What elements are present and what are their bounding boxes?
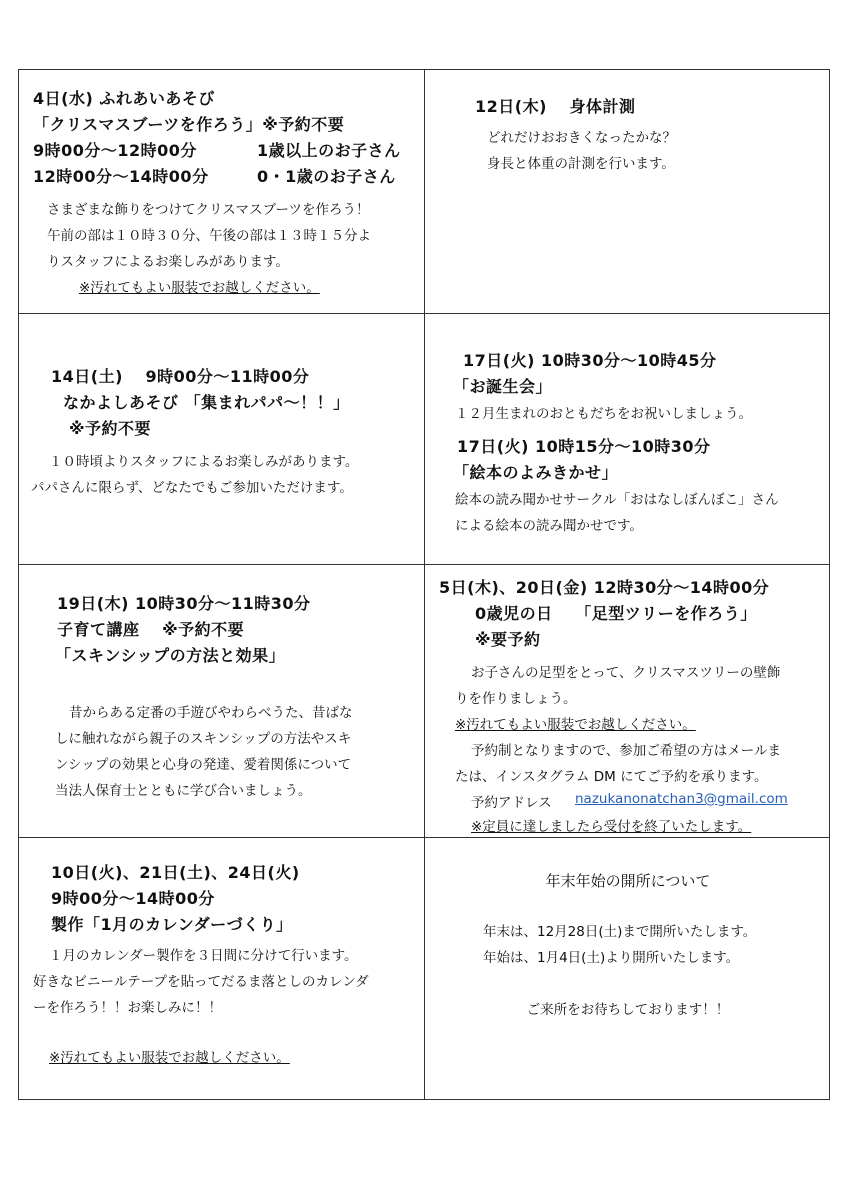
event-cell-calendar-craft [19, 838, 424, 1101]
event-body-1: １０時頃よりスタッフによるお楽しみがあります。 [49, 454, 359, 470]
reservation-email-link[interactable]: nazukanonatchan3@gmail.com [575, 791, 788, 807]
event-age-1: 1歳以上のお子さん [257, 141, 401, 160]
event-subtitle: 子育て講座 ※予約不要 [57, 620, 245, 639]
event-cell-skinship-lecture [19, 565, 424, 837]
notice-body-2: 年始は、1月4日(土)より開所いたします。 [483, 950, 740, 966]
event-title: 12日(木) 身体計測 [475, 97, 636, 116]
event-subtitle-2: 「絵本のよみきかせ」 [453, 463, 619, 482]
notice-body-3: ご来所をお待ちしております！！ [526, 1002, 730, 1018]
event-cell-body-measurement [425, 70, 831, 313]
event-body-4: たは、インスタグラム DM にてご予約を承ります。 [455, 769, 768, 785]
event-title: 14日(土) 9時00分～11時00分 [51, 367, 310, 386]
notice-title: 年末年始の開所について [545, 872, 711, 890]
event-body-1: １２月生まれのおともだちをお祝いしましょう。 [455, 406, 752, 422]
event-subtitle: 製作「1月のカレンダーづくり」 [51, 915, 293, 934]
event-title-1: 17日(火) 10時30分～10時45分 [463, 351, 717, 370]
event-title: 4日(水) ふれあいあそび [33, 89, 215, 108]
event-title: 5日(木)、20日(金) 12時30分～14時00分 [439, 578, 770, 597]
event-body-2: 午前の部は１０時３０分、午後の部は１３時１５分よ [47, 228, 371, 244]
event-note: ※要予約 [475, 630, 541, 649]
event-time: 9時00分～14時00分 [51, 889, 215, 908]
notice-cell-year-end [425, 838, 831, 1101]
event-time-1: 9時00分～12時00分 [33, 141, 197, 160]
event-body-1: どれだけおおきくなったかな？ [487, 130, 676, 146]
event-note: ※汚れてもよい服装でお越しください。 [79, 280, 320, 296]
event-note: ※予約不要 [69, 419, 152, 438]
event-subtitle-2: 「スキンシップの方法と効果」 [55, 646, 286, 665]
event-body-3: ンシップの効果と心身の発達、愛着関係について [55, 757, 352, 773]
event-title: 10日(火)、21日(土)、24日(火) [51, 863, 300, 882]
event-subtitle-1: 「お誕生会」 [453, 377, 553, 396]
event-note-3: ※定員に達しましたら受付を終了いたします。 [471, 819, 752, 835]
event-body-2: 身長と体重の計測を行います。 [487, 156, 675, 172]
notice-body-1: 年末は、12月28日(土)まで開所いたします。 [483, 924, 757, 940]
event-body-2: 好きなビニールテープを貼ってだるま落としのカレンダ [33, 974, 369, 990]
event-body-1: お子さんの足型をとって、クリスマスツリーの壁飾 [471, 665, 781, 681]
event-body-2: しに触れながら親子のスキンシップの方法やスキ [55, 731, 352, 747]
event-time-2: 12時00分～14時00分 [33, 167, 209, 186]
schedule-grid [18, 69, 830, 1100]
event-body-1: さまざまな飾りをつけてクリスマスブーツを作ろう！ [47, 202, 370, 218]
event-body-3: ーを作ろう！！お楽しみに！！ [33, 1000, 222, 1016]
reservation-address-label: 予約アドレス [471, 795, 552, 811]
event-age-2: 0・1歳のお子さん [257, 167, 396, 186]
event-body-1: 昔からある定番の手遊びやわらべうた、昔ばな [69, 705, 353, 721]
event-note-2: ※汚れてもよい服装でお越しください。 [455, 717, 696, 733]
event-subtitle: なかよしあそび 「集まれパパ～！！」 [63, 393, 350, 412]
event-body-3: 予約制となりますので、参加ご希望の方はメールま [471, 743, 781, 759]
event-body-3: りスタッフによるお楽しみがあります。 [47, 254, 289, 270]
event-title-2: 17日(火) 10時15分～10時30分 [457, 437, 711, 456]
event-body-2: りを作りましょう。 [455, 691, 577, 707]
event-cell-footprint-tree [425, 565, 831, 837]
event-subtitle: 0歳児の日 「足型ツリーを作ろう」 [475, 604, 757, 623]
event-body-3: による絵本の読み聞かせです。 [455, 518, 643, 534]
event-cell-birthday-storytime [425, 314, 831, 564]
event-note: ※汚れてもよい服装でお越しください。 [49, 1050, 290, 1066]
event-cell-christmas-boots [19, 70, 424, 313]
event-subtitle: 「クリスマスブーツを作ろう」※予約不要 [33, 115, 345, 134]
event-body-2: パパさんに限らず、どなたでもご参加いただけます。 [31, 480, 353, 496]
event-cell-papa [19, 314, 424, 564]
event-title: 19日(木) 10時30分～11時30分 [57, 594, 311, 613]
event-body-1: １月のカレンダー製作を３日間に分けて行います。 [49, 948, 358, 964]
event-body-4: 当法人保育士とともに学び合いましょう。 [55, 783, 312, 799]
event-body-2: 絵本の読み聞かせサークル「おはなしぼんぼこ」さん [455, 492, 779, 508]
